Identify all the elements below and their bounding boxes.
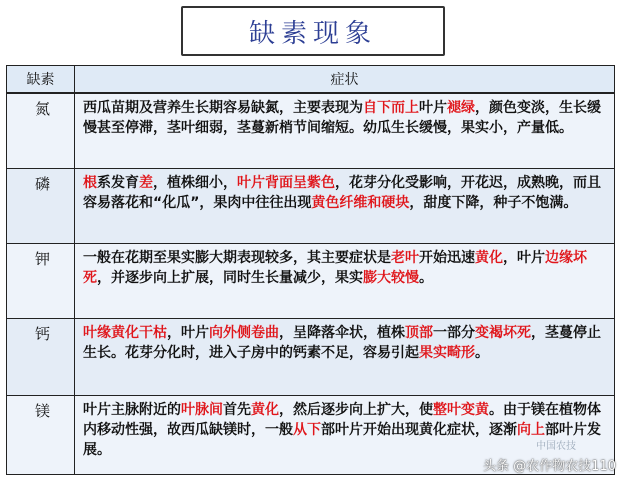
symptom-segment: 。 [475,345,489,361]
highlighted-symptom: 变褐坏死 [475,325,531,341]
symptom-segment: 一部分 [433,325,475,341]
element-name: 氮 [7,93,75,169]
deficiency-table [6,65,615,475]
symptom-segment: ，然后逐步向上扩大，使 [279,402,433,418]
symptom-segment: 。 [419,270,433,286]
symptom-segment: 叶片 [419,100,447,116]
table-row [7,319,615,396]
table-row [7,93,615,169]
highlighted-symptom: 黄化 [251,402,279,418]
highlighted-symptom: 顶部 [405,325,433,341]
symptom-segment: ，叶片 [503,250,545,266]
highlighted-symptom: 叶片背面呈紫色 [237,175,335,191]
symptom-segment: ，茎蔓停止生长。花芽分化时，进入子房中的钙素不足，容易引起 [83,325,601,361]
symptom-segment: 一般在花期至果实膨大期表现较多，其主要症状是 [83,250,391,266]
header-symptom: 症状 [75,66,615,94]
highlighted-symptom: 黄色纤维和硬块 [311,195,410,211]
table-header-row [7,66,615,94]
symptom-segment: ，并逐步向上扩展，同时生长量减少，果实 [97,270,363,286]
highlighted-symptom: 褪绿 [447,100,475,116]
highlighted-symptom: 叶脉间 [181,402,223,418]
symptom-segment: 叶片主脉附近的 [83,402,181,418]
symptom-text [75,169,615,244]
highlighted-symptom: 向上 [517,422,545,438]
symptom-segment: 西瓜苗期及营养生长期容易缺氮，主要表现为 [83,100,363,116]
symptom-segment: 部叶片开始出现黄化症状，逐渐 [321,422,517,438]
highlighted-symptom: 边缘坏死 [83,250,587,286]
highlighted-symptom: 向外侧卷曲 [209,325,279,341]
symptom-segment: 开始迅速 [419,250,475,266]
page-title: 缺素现象 [248,18,377,49]
highlighted-symptom: 黄化 [475,250,503,266]
watermark: 头条 @农作物农技110 [483,459,616,474]
symptom-text [75,93,615,169]
symptom-text [75,319,615,396]
element-name: 镁 [7,396,75,475]
element-name: 钾 [7,244,75,319]
symptom-segment: 系发育 [97,175,139,191]
highlighted-symptom: 果实畸形 [419,345,475,361]
watermark-sub: 中国农技 [536,441,576,452]
symptom-segment: 部叶片发展。 [83,422,601,458]
highlighted-symptom: 老叶 [391,250,419,266]
highlighted-symptom: 自下而上 [363,100,419,116]
highlighted-symptom: 从下 [293,422,321,438]
table-row [7,169,615,244]
highlighted-symptom: 膨大较慢 [363,270,419,286]
symptom-segment: ，花芽分化受影响，开花迟，成熟晚，而且容易落花和“化瓜”，果肉中往往出现 [83,175,601,211]
symptom-segment: ，植株细小， [153,175,237,191]
highlighted-symptom: 整叶变黄 [433,402,489,418]
element-name: 磷 [7,169,75,244]
highlighted-symptom: 根 [83,175,97,191]
header-element: 缺素 [7,66,75,94]
symptom-segment: ，颜色变淡，生长缓慢甚至停滞，茎叶细弱，茎蔓新梢节间缩短。幼瓜生长缓慢，果实小，产量低。 [83,100,601,136]
table-row [7,244,615,319]
symptom-text [75,244,615,319]
symptom-segment: 。由于镁在植物体内移动性强，故西瓜缺镁时，一般 [83,402,601,438]
highlighted-symptom: 差 [139,175,153,191]
symptom-segment: ，呈降落伞状，植株 [279,325,405,341]
highlighted-symptom: 叶缘黄化干枯 [83,325,167,341]
title-box [181,6,445,56]
element-name: 钙 [7,319,75,396]
symptom-segment: 首先 [223,402,251,418]
symptom-segment: ，叶片 [167,325,209,341]
symptom-segment: ，甜度下降，种子不饱满。 [409,195,578,211]
